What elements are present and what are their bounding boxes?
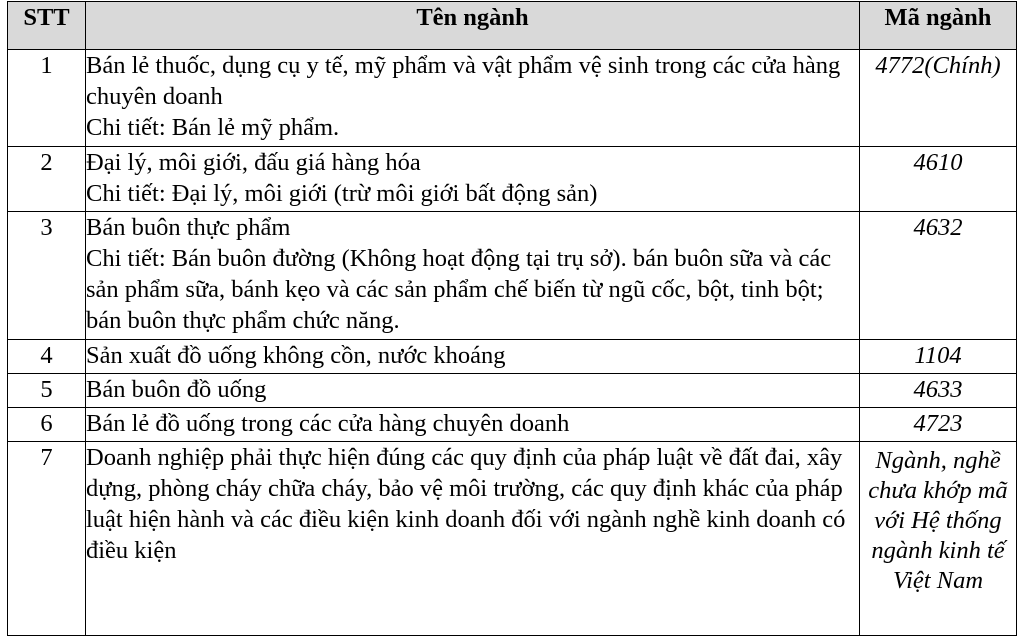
row-title: Doanh nghiệp phải thực hiện đúng các quy định của pháp luật về đất đai, xây dựng, phòng cháy chữa cháy, bảo vệ môi trường, các quy định khác của pháp luật hiện hành và các điều kiện kinh doanh đối với ngành nghề kinh doanh có điều kiện [86,444,846,564]
row-stt: 5 [8,374,86,408]
row-title: Bán lẻ thuốc, dụng cụ y tế, mỹ phẩm và vật phẩm vệ sinh trong các cửa hàng chuyên doanh [86,52,841,110]
row-stt: 2 [8,147,86,212]
row-name-cell [86,147,860,212]
row-code: 1104 [860,340,1017,374]
row-name-cell [86,212,860,340]
row-detail: Chi tiết: Bán buôn đường (Không hoạt động tại trụ sở). bán buôn sữa và các sản phẩm sữa, bánh kẹo và các sản phẩm chế biến từ ngũ cốc, bột, tinh bột; bán buôn thực phẩm chức năng. [86,245,832,334]
table-row [8,442,1017,636]
row-code: 4633 [860,374,1017,408]
row-name-cell [86,340,860,374]
row-title: Bán lẻ đồ uống trong các cửa hàng chuyên doanh [86,410,570,437]
header-name: Tên ngành [86,2,860,50]
row-title: Bán buôn đồ uống [86,376,267,403]
row-name-cell [86,50,860,147]
row-code: 4632 [860,212,1017,340]
table-header [8,2,1017,50]
row-code: 4610 [860,147,1017,212]
row-name-cell [86,442,860,636]
row-stt: 4 [8,340,86,374]
row-name-cell [86,408,860,442]
header-row [8,2,1017,50]
table-row [8,212,1017,340]
row-stt: 3 [8,212,86,340]
row-detail: Chi tiết: Đại lý, môi giới (trừ môi giới bất động sản) [86,180,598,207]
row-detail: Chi tiết: Bán lẻ mỹ phẩm. [86,114,340,141]
row-name-cell [86,374,860,408]
table-body [8,50,1017,636]
row-title: Đại lý, môi giới, đấu giá hàng hóa [86,149,421,176]
row-stt: 1 [8,50,86,147]
table-row [8,340,1017,374]
row-code: 4772(Chính) [860,50,1017,147]
row-code: Ngành, nghề chưa khớp mã với Hệ thống ngành kinh tế Việt Nam [860,442,1017,636]
table-row [8,147,1017,212]
table-row [8,50,1017,147]
row-stt: 6 [8,408,86,442]
header-code: Mã ngành [860,2,1017,50]
row-stt: 7 [8,442,86,636]
row-code: 4723 [860,408,1017,442]
table-row [8,408,1017,442]
business-lines-table [7,1,1017,636]
table-row [8,374,1017,408]
header-stt: STT [8,2,86,50]
row-title: Sản xuất đồ uống không cồn, nước khoáng [86,342,506,369]
row-title: Bán buôn thực phẩm [86,214,291,241]
